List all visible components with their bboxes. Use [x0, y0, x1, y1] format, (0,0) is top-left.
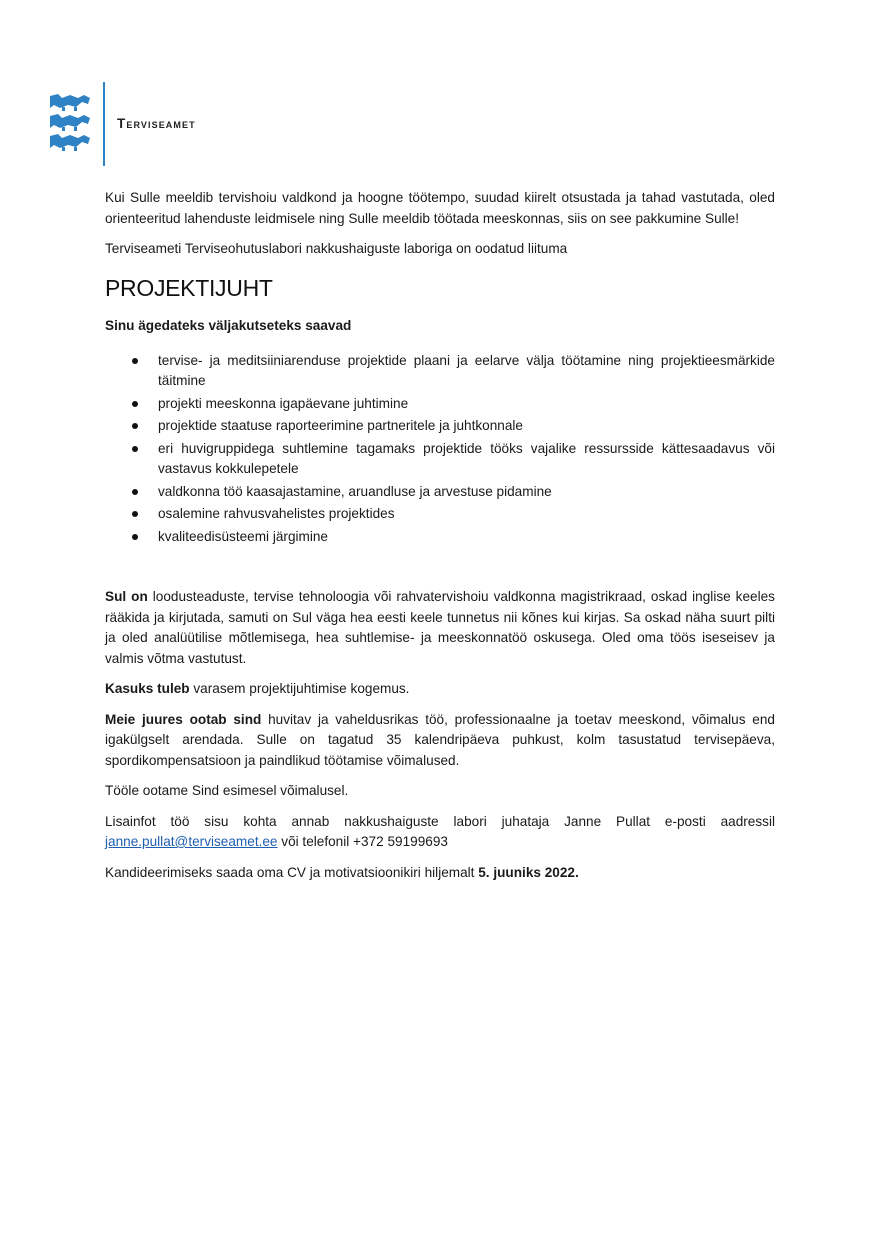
offer-text: huvitav ja vaheldusrikas töö, professionaalne ja toetav meeskond, võimalus end igakülgselt arendada. Sulle on tagatud 35 kalendripäeva puhkust, kolm tasustatud tervisepäeva, spordikompensatsioon ja paindlikud töötamise võimalused. [105, 711, 775, 768]
intro-paragraph: Kui Sulle meeldib tervishoiu valdkond ja hoogne töötempo, suudad kiirelt otsustada ja tahad vastutada, oled orienteeritud lahenduste leidmisele ning Sulle meeldib töötada meeskonnas, siis on see pakkumine Sulle! [105, 190, 775, 226]
requirements-lead: Sul on [105, 589, 148, 604]
advantage-lead: Kasuks tuleb [105, 681, 190, 696]
requirements-paragraph [105, 587, 775, 669]
job-posting-content [105, 188, 775, 893]
start-paragraph: Tööle ootame Sind esimesel võimalusel. [105, 783, 349, 798]
intro-invite: Terviseameti Terviseohutuslabori nakkushaiguste laboriga on oodatud liituma [105, 241, 568, 256]
list-item: kvaliteedisüsteemi järgimine [158, 527, 775, 548]
apply-text: Kandideerimiseks saada oma CV ja motivatsioonikiri hiljemalt [105, 864, 479, 880]
list-item: osalemine rahvusvahelistes projektides [158, 504, 775, 525]
contact-paragraph [105, 812, 775, 853]
job-title: PROJEKTIJUHT [105, 274, 273, 301]
advantage-text: varasem projektijuhtimise kogemus. [189, 681, 410, 696]
contact-email-link[interactable]: janne.pullat@terviseamet.ee [105, 834, 278, 849]
offer-lead: Meie juures ootab sind [105, 711, 262, 727]
list-item: projektide staatuse raporteerimine partneritele ja juhtkonnale [158, 416, 775, 437]
three-lions-coat-of-arms-icon [48, 92, 92, 152]
organization-name: Terviseamet [117, 116, 196, 131]
contact-text: Lisainfot töö sisu kohta annab nakkushaiguste labori juhataja Janne Pullat e-posti aadressil [105, 813, 775, 829]
list-item: tervise- ja meditsiiniarenduse projektide plaani ja eelarve välja töötamine ning projektieesmärkide täitmine [158, 351, 775, 392]
challenges-list [105, 351, 775, 548]
challenges-heading: Sinu ägedateks väljakutseteks saavad [105, 318, 352, 333]
list-item: projekti meeskonna igapäevane juhtimine [158, 394, 775, 415]
offer-paragraph [105, 710, 775, 772]
apply-deadline: 5. juuniks 2022. [478, 864, 579, 880]
requirements-text: loodusteaduste, tervise tehnoloogia või rahvatervishoiu valdkonna magistrikraad, oskad inglise keeles rääkida ja kirjutada, samuti on Sul väga hea eesti keele tunnetus nii kõnes kui kirjas. Sa oskad näha suurt pilti ja oled analüütilise mõtlemisega, hea suhtlemise- ja meeskonnatöö oskusega. Oled oma töös iseseisev ja valmis võtma vastutust. [105, 589, 775, 666]
contact-phone: või telefonil +372 59199693 [277, 834, 448, 849]
list-item: valdkonna töö kaasajastamine, aruandluse ja arvestuse pidamine [158, 482, 775, 503]
header-divider [103, 82, 105, 166]
list-item: eri huvigruppidega suhtlemine tagamaks projektide tööks vajalike ressursside kättesaadavus või vastavus kokkulepetele [158, 439, 775, 480]
advantage-paragraph [105, 679, 775, 700]
apply-paragraph [105, 863, 775, 884]
